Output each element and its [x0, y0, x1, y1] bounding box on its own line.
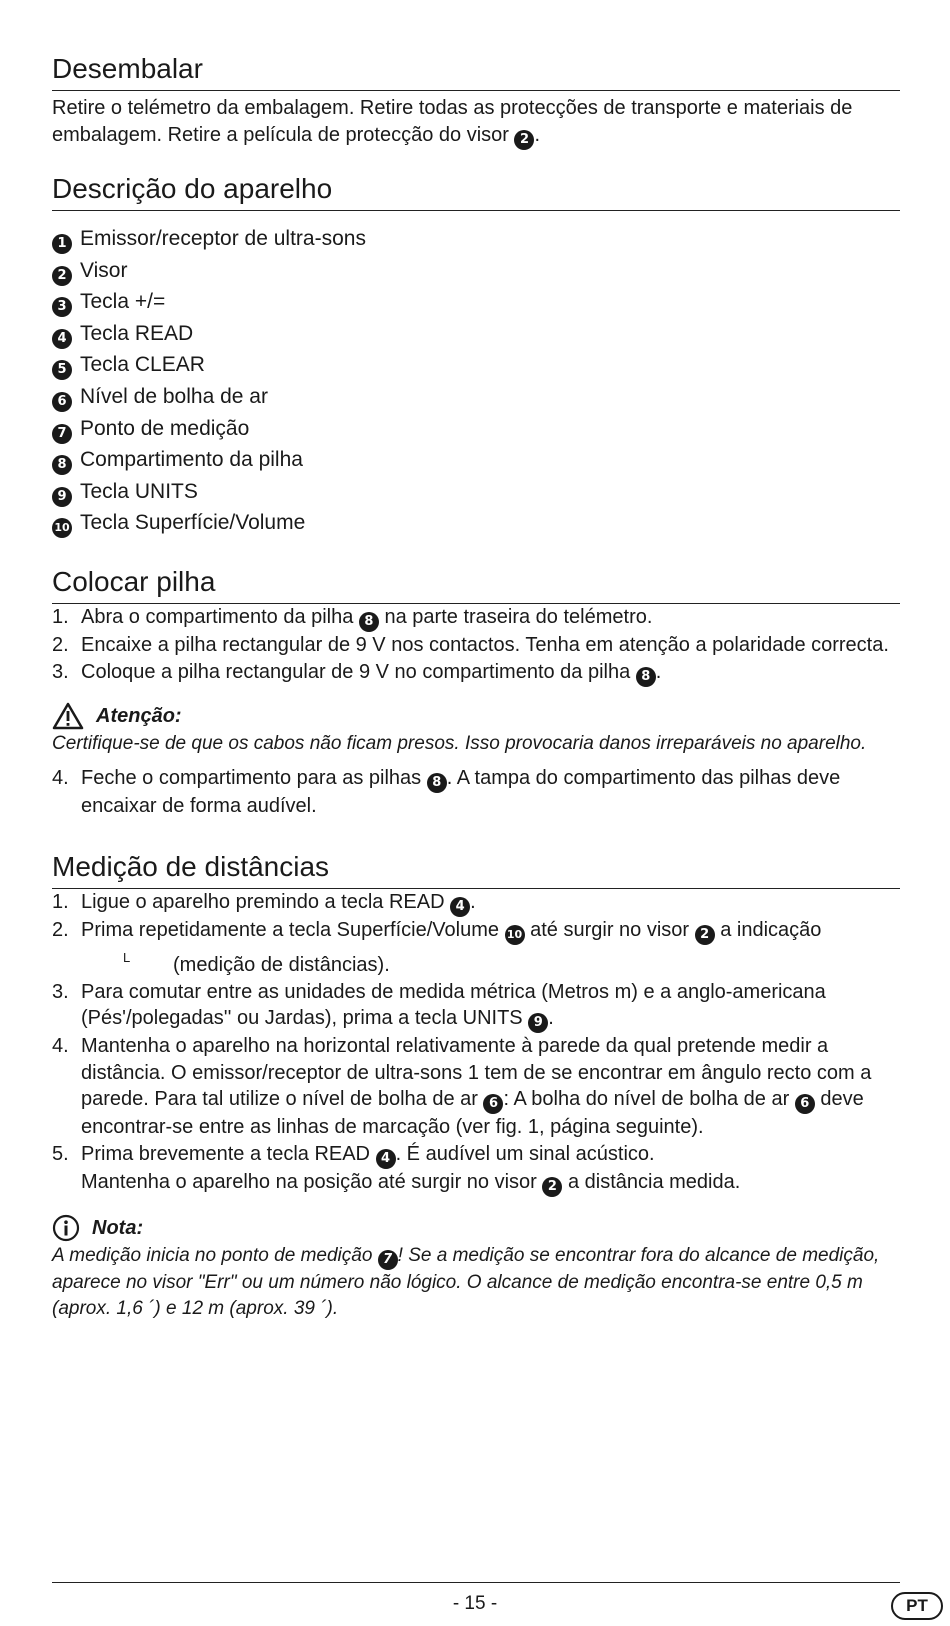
list-item: 3 Tecla +/= [52, 286, 900, 318]
list-item: 5. Prima brevemente a tecla READ 4 . É audível um sinal acústico. Mantenha o aparelho na posição até surgir no visor 2 a distância medida. [52, 1141, 900, 1197]
ref-badge: 4 [376, 1149, 396, 1169]
ref-badge: 4 [450, 897, 470, 917]
list-item: 3. Para comutar entre as unidades de medida métrica (Metros m) e a anglo-americana (Pés'/polegadas'' ou Jardas), prima a tecla UNITS 9 . [52, 979, 900, 1034]
page-number: - 15 - [452, 1593, 498, 1614]
ref-badge: 8 [52, 455, 72, 475]
distance-steps [52, 889, 900, 1197]
unpack-paragraph: Retire o telémetro da embalagem. Retire todas as protecções de transporte e materiais de embalagem. Retire a película de protecção do visor 2 . [52, 95, 900, 150]
list-item: 6 Nível de bolha de ar [52, 381, 900, 413]
section-title: Colocar pilha [52, 565, 900, 604]
distance-mode-symbol: L [123, 950, 131, 965]
ref-badge: 6 [483, 1094, 503, 1114]
list-item: 10 Tecla Superfície/Volume [52, 507, 900, 539]
list-item: 7 Ponto de medição [52, 413, 900, 445]
section-description [52, 172, 900, 539]
battery-steps-continued [52, 765, 900, 820]
ref-badge: 2 [695, 925, 715, 945]
section-battery [52, 565, 900, 820]
section-title: Descrição do aparelho [52, 172, 900, 211]
list-item: 3. Coloque a pilha rectangular de 9 V no compartimento da pilha 8 . [52, 659, 900, 687]
ref-badge: 4 [52, 329, 72, 349]
section-title: Desembalar [52, 52, 900, 91]
list-item: 4. Mantenha o aparelho na horizontal relativamente à parede da qual pretende medir a distância. O emissor/receptor de ultra-sons 1 tem de se encontrar em ângulo recto com a parede. Para tal utilize o nível de bolha de ar 6 : A bolha do nível de bolha de ar 6 deve encontrar-se entre as linhas de marcação (ver fig. 1, página seguinte). [52, 1035, 872, 1138]
section-distance [52, 850, 900, 1323]
list-item: 9 Tecla UNITS [52, 476, 900, 508]
list-item: 4. Feche o compartimento para as pilhas 8 . A tampa do compartimento das pilhas deve encaixar de forma audível. [52, 767, 841, 817]
list-item: 4 Tecla READ [52, 318, 900, 350]
list-item: 1. Ligue o aparelho premindo a tecla READ 4 . [52, 889, 900, 917]
language-badge: PT [891, 1592, 943, 1620]
ref-badge: 2 [514, 130, 534, 150]
ref-badge: 8 [636, 667, 656, 687]
note-box [52, 1213, 900, 1323]
list-item: 5 Tecla CLEAR [52, 349, 900, 381]
ref-badge: 9 [528, 1013, 548, 1033]
ref-badge: 6 [795, 1094, 815, 1114]
ref-badge: 5 [52, 360, 72, 380]
ref-badge: 7 [52, 424, 72, 444]
parts-list [52, 223, 900, 539]
ref-badge: 2 [542, 1177, 562, 1197]
ref-badge: 8 [427, 773, 447, 793]
ref-badge: 1 [52, 234, 72, 254]
list-item: 2 Visor [52, 255, 900, 287]
ref-badge: 10 [52, 518, 72, 538]
battery-steps [52, 604, 900, 687]
footer-divider [52, 1582, 900, 1583]
warning-text: Certifique-se de que os cabos não ficam presos. Isso provocaria danos irreparáveis no aparelho. [52, 732, 867, 754]
ref-badge: 8 [359, 612, 379, 632]
ref-badge: 6 [52, 392, 72, 412]
ref-badge: 2 [52, 266, 72, 286]
list-item: 2. Encaixe a pilha rectangular de 9 V nos contactos. Tenha em atenção a polaridade correcta. [52, 634, 889, 656]
info-icon [52, 1214, 80, 1242]
list-item: 1. Abra o compartimento da pilha 8 na parte traseira do telémetro. [52, 604, 900, 632]
section-unpack [52, 52, 900, 150]
list-item: 1 Emissor/receptor de ultra-sons [52, 223, 900, 255]
ref-badge: 10 [505, 925, 525, 945]
section-title: Medição de distâncias [52, 850, 900, 889]
ref-badge: 7 [378, 1250, 398, 1270]
list-item: 2. Prima repetidamente a tecla Superfície/Volume 10 até surgir no visor 2 a indicação L (medição de distâncias). [52, 919, 822, 976]
warning-box [52, 701, 900, 758]
ref-badge: 3 [52, 297, 72, 317]
note-text: A medição inicia no ponto de medição 7 ! Se a medição se encontrar fora do alcance de medição, aparece no visor "Err" ou um número não lógico. O alcance de medição encontra-se entre 0,5 m (aprox. 1,6 ´) e 12 m (aprox. 39 ´). [52, 1244, 880, 1319]
note-heading: Nota: [52, 1213, 900, 1243]
warning-heading: Atenção: [52, 701, 900, 731]
ref-badge: 9 [52, 487, 72, 507]
warning-icon [52, 702, 84, 730]
list-item: 8 Compartimento da pilha [52, 444, 900, 476]
